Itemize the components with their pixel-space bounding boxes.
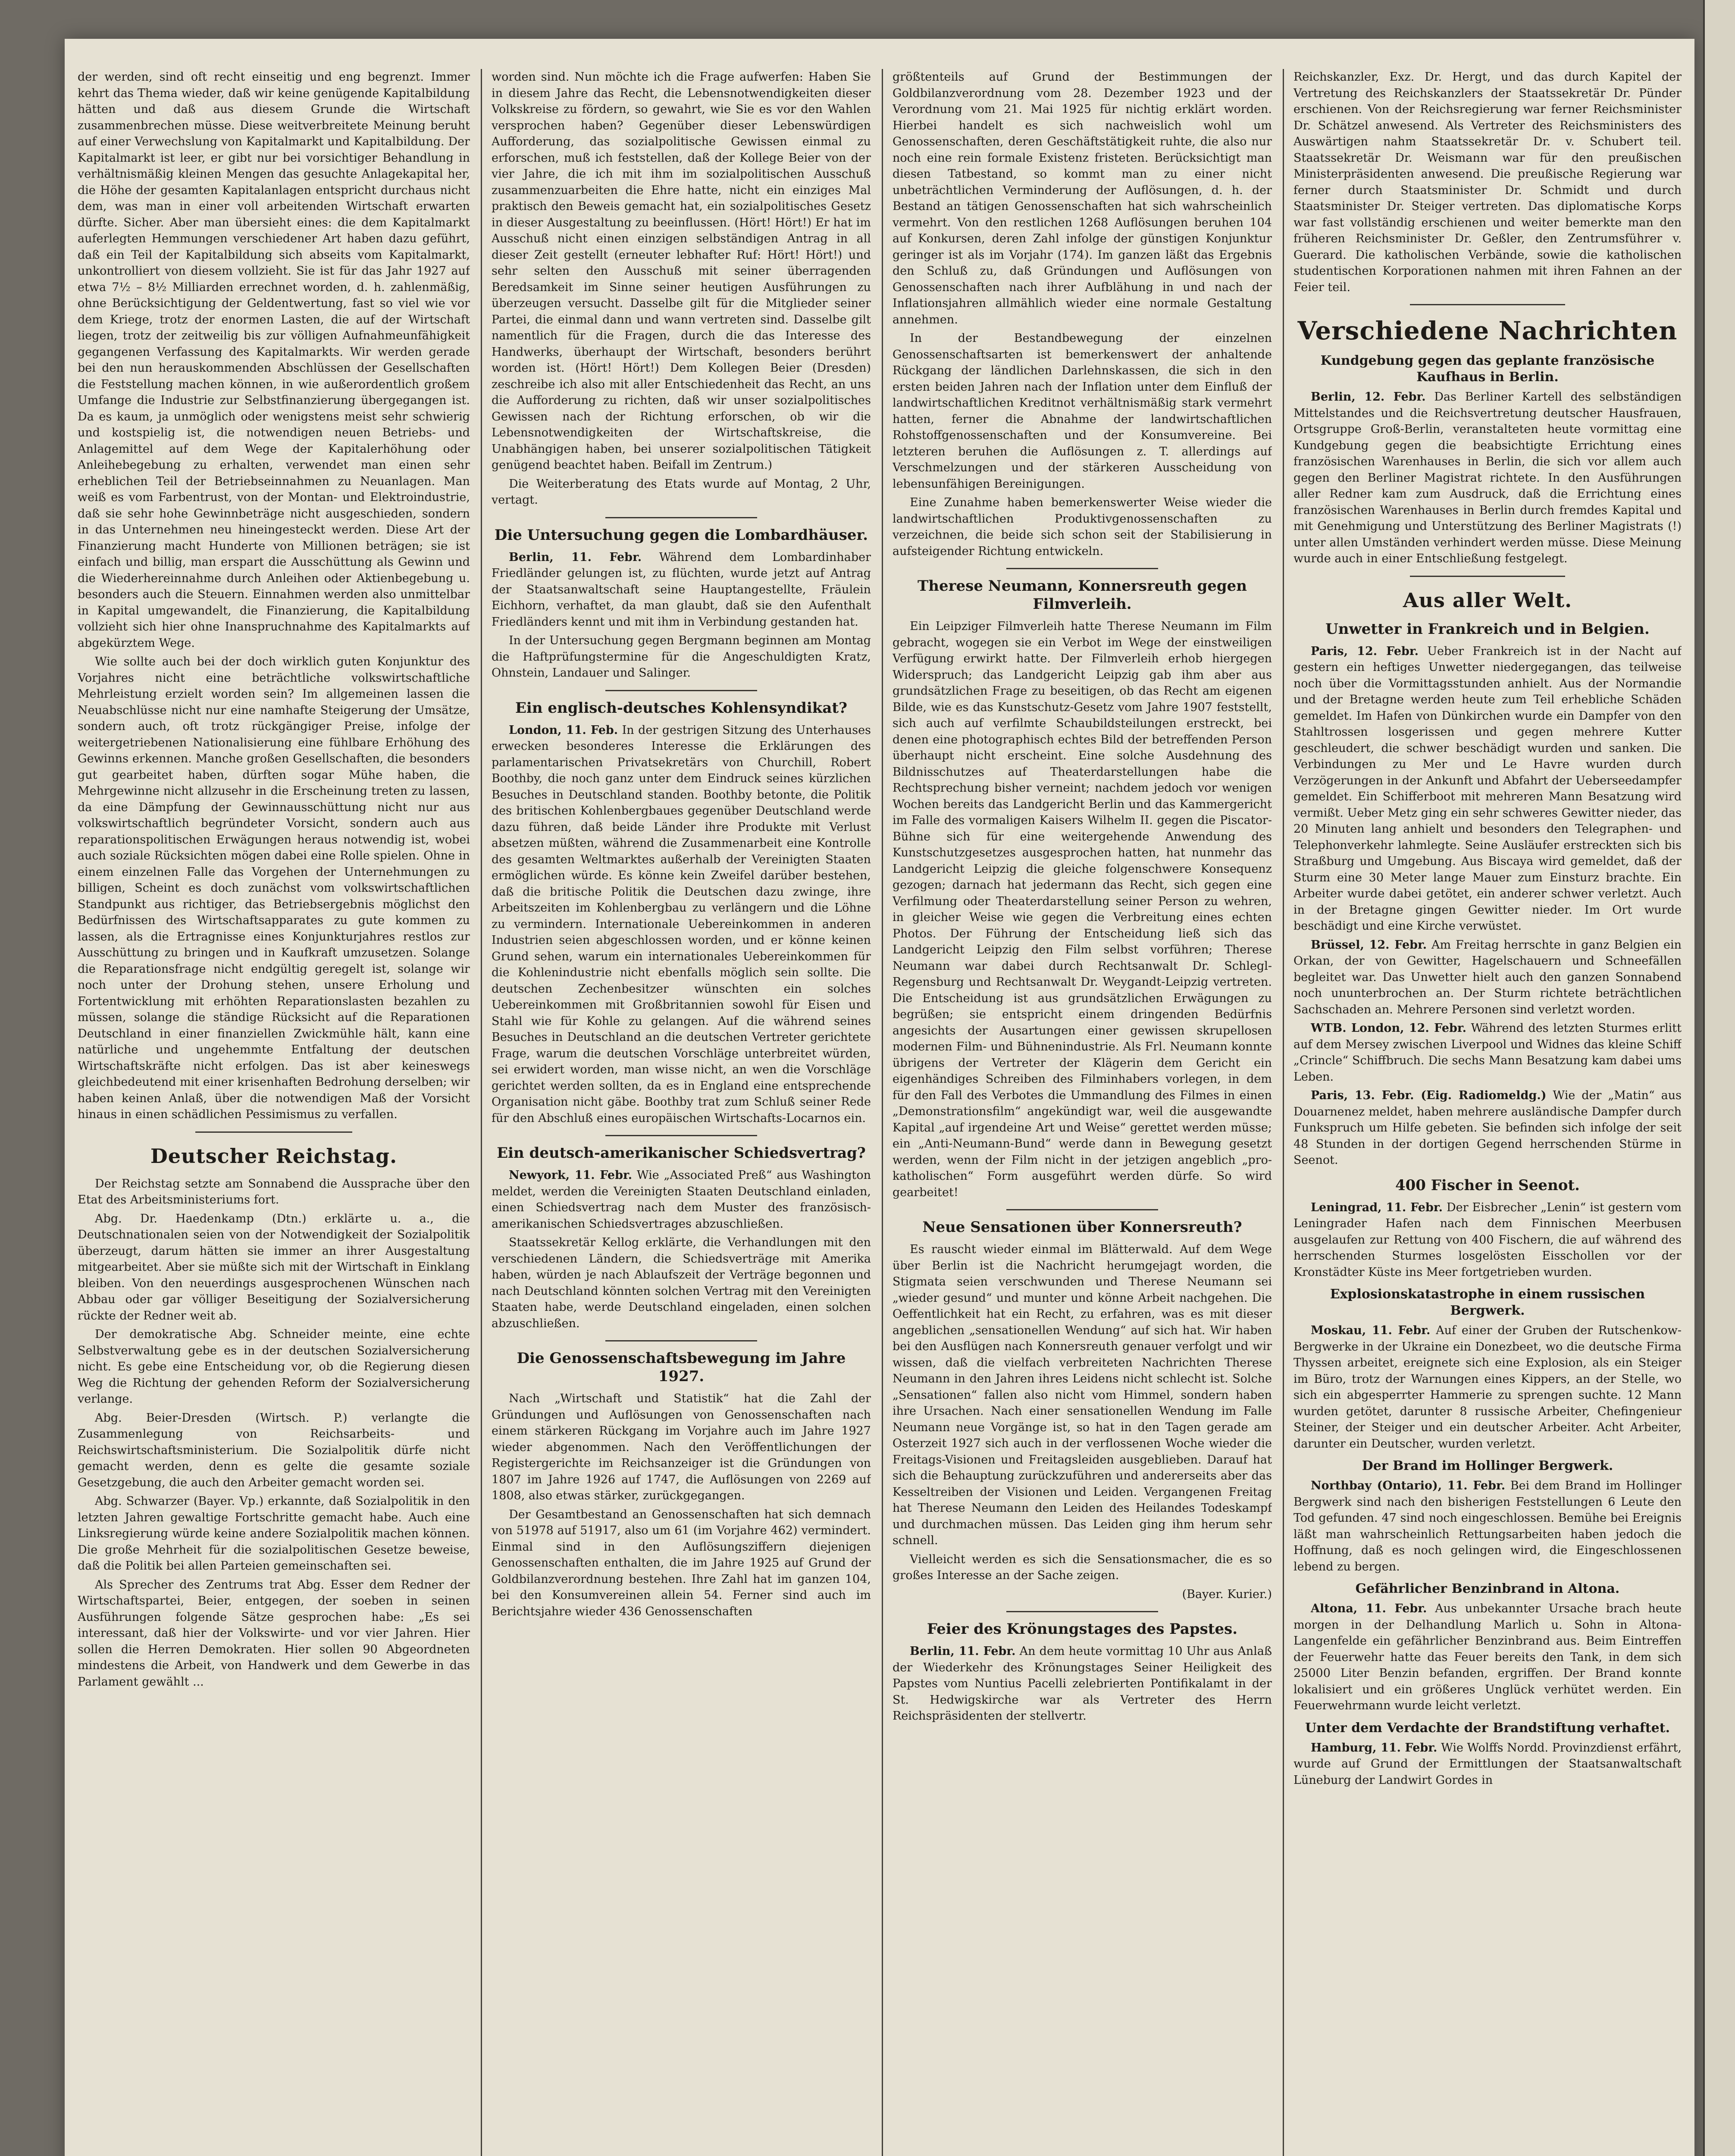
section-rule: [1410, 304, 1565, 305]
section-rule: [1006, 568, 1158, 569]
article-paragraph: In der Untersuchung gegen Bergmann beginnen am Montag die Haftprüfungstermine für die Angeschuldigten Kratz, Ohnstein, Landauer und Salinger.: [492, 634, 871, 680]
article-text: Während des letzten Sturmes erlitt auf dem Mersey zwischen Liverpool und Widnes das kleine Schiff „Crincle“ Schiffbruch. Die sechs Mann Besatzung kam dabei ums Leben.: [1293, 1022, 1682, 1084]
column-4-lead-text: Reichskanzler, Exz. Dr. Hergt, und das durch Kapitel der Vertretung des Reichskanzlers der Staatssekretär Dr. Pünder erschienen. Von der Reichsregierung war ferner Reichsminister Dr. Schätzel anwesend. Als Vertreter des Reichsministers des Auswärtigen nahm Staatssekretär Dr. v. Schubert teil. Staatssekretär Dr. Weismann war für den preußischen Ministerpräsidenten anwesend. Die preußische Regierung war ferner durch Staatsminister Dr. Schmidt und durch Staatsminister Dr. Steiger vertreten. Das diplomatische Korps war fast vollständig erschienen und weiter bemerkte man den früheren Reichsminister Dr. Geßler, den Zentrumsführer v. Guerard. Die katholischen Verbände, sowie die katholischen studentischen Korporationen nahmen mit ihren Fahnen an der Feier teil.: [1293, 70, 1682, 294]
article-paragraph: Eine Zunahme haben bemerkenswerter Weise wieder die landwirtschaftlichen Produktivgenossenschaften zu verzeichnen, die beide sich schon seit der Stabilisierung in aufsteigender Richtung entwickeln.: [893, 496, 1272, 558]
dateline: Hamburg, 11. Febr.: [1311, 1741, 1437, 1755]
dateline: Paris, 13. Febr. (Eig. Radiomeldg.): [1311, 1089, 1547, 1102]
reichstag-headline: Deutscher Reichstag.: [150, 1144, 398, 1168]
dateline: Paris, 12. Febr.: [1311, 644, 1419, 658]
article-text: Aus unbekannter Ursache brach heute morgen in der Delhandlung Marlich u. Sohn in Altona-Langenfelde ein gefährlicher Benzinbrand aus. Beim Eintreffen der Feuerwehr hatte das Feuer bereits den Tank, in dem sich 25000 Liter Benzin befanden, ergriffen. Der Brand konnte lokalisiert und ein größeres Unglück verhütet werden. Ein Feuerwehrmann wurde leicht verletzt.: [1293, 1602, 1682, 1712]
article-text: Bei dem Brand im Hollinger Bergwerk sind nach den bisherigen Feststellungen 6 Leute den Tod gefunden. 47 sind noch eingeschlossen. Bemühe bei Ereignis läßt man wahrscheinlich Rettungsarbeiten haben jedoch die Hoffnung, daß es noch gelingen wird, die Eingeschlossenen lebend zu bergen.: [1293, 1479, 1682, 1573]
kaufhaus-headline: Kundgebung gegen das geplante französische Kaufhaus in Berlin.: [1320, 353, 1655, 385]
lombard-headline: Die Untersuchung gegen die Lombardhäuser.: [494, 526, 868, 544]
article-paragraph: Abg. Schwarzer (Bayer. Vp.) erkannte, daß Sozialpolitik in den letzten Jahren gewaltige Fortschritte gemacht habe. Auch eine Linksregierung würde keine andere Sozialpolitik machen können. Die große Mehrheit für die sozialpolitischen Gesetze beweise, daß die Politik bei allen Parteien gemeinschaften sei.: [78, 1495, 470, 1573]
column-1: [78, 69, 470, 2156]
article-paragraph: Es rauscht wieder einmal im Blätterwald. Auf dem Wege über Berlin ist die Nachricht herumgejagt worden, die Stigmata seien verschwunden und Therese Neumann sei „wieder gesund“ und munter und könne Arbeit nachgehen. Die Oeffentlichkeit hat ein Recht, zu erfahren, was es mit dieser angeblichen „sensationellen Wendung“ auf sich hat. Wir haben bei den Ausflügen nach Konnersreuth genauer verfolgt und wir wissen, daß die vielfach verbreiteten Nachrichten Therese Neumann in den Jahren ihres Leidens nicht schlecht ist. Solche „Sensationen“ fallen also nicht vom Himmel, sondern haben ihre Ursachen. Nach einer sensationellen Wendung im Falle Neumann neue Vorgänge ist, so hat in den Tagen gerade am Osterzeit 1927 sich auch in der verflossenen Woche wieder die Freitags-Visionen und Freitagsleiden ausgeblieben. Darauf hat sich die Behauptung zurückzuführen und andererseits aber das Kesseltreiben der Visionen und Leiden. Vergangenen Freitag hat Therese Neumann den Leiden des Heilandes Todeskampf und durchmachen müssen. Das Leiden ging ihm herum sehr schnell.: [893, 1243, 1272, 1547]
dateline: Berlin, 11. Febr.: [910, 1645, 1016, 1658]
article-text: Wie Wolffs Nordd. Provinzdienst erfährt, wurde auf Grund der Ermittlungen der Staatsanwaltschaft Lüneburg der Landwirt Gordes in: [1293, 1741, 1682, 1787]
article-paragraph: Der Gesamtbestand an Genossenschaften hat sich demnach von 51978 auf 51917, also um 61 (im Vorjahre 462) vermindert. Einmal sind in den Auflösungsziffern diejenigen Genossenschaften enthalten, die im Jahre 1925 auf Grund der Goldbilanzverordnung bestehen. Ihre Zahl hat im ganzen 104, bei den Konsumvereinen allein 54. Ferner sind auch im Berichtsjahre wieder 436 Genossenschaften: [492, 1507, 871, 1618]
dateline: Northbay (Ontario), 11. Febr.: [1311, 1479, 1506, 1492]
article-text: Am Freitag herrschte in ganz Belgien ein Orkan, der von Gewitter, Hagelschauern und Schneefällen begleitet war. Das Unwetter hielt auch den ganzen Sonnabend noch ununterbrochen an. Der Sturm richtete beträchtlichen Sachschaden an. Mehrere Personen sind verletzt worden.: [1293, 938, 1682, 1016]
section-rule: [1410, 576, 1565, 577]
neumann-headline: Therese Neumann, Konnersreuth gegen Filmverleih.: [917, 577, 1247, 613]
altona-headline: Gefährlicher Benzinbrand in Altona.: [1355, 1581, 1620, 1596]
nachrichten-headline: Verschiedene Nachrichten: [1297, 316, 1678, 345]
page-edge: [1703, 0, 1735, 2156]
article-text: Ueber Frankreich ist in der Nacht auf gestern ein heftiges Unwetter niedergegangen, das teilweise noch über die Vormittagsstunden anhielt. Aus der Normandie und der Bretagne werden heute zum Teil erhebliche Schäden gemeldet. Im Hafen von Dünkirchen wurde ein Dampfer von den Stahltrossen losgerissen und gegen mehrere Kutter geschleudert, die schwer beschädigt wurden und sanken. Die Verbindungen zu Mer und Le Havre wurden durch Verzögerungen in der Ankunft und Abfahrt der Ueberseedampfer gemeldet. Ein Schifferboot mit mehreren Mann Besatzung wird vermißt. Ueber Metz ging ein sehr schweres Gewitter nieder, das 20 Minuten lang anhielt und besonders den Telegraphen- und Telephonverkehr lahmlegte. Seine Ausläufer erstreckten sich bis Straßburg und Umgebung. Aus Biscaya wird gemeldet, daß der Sturm eine 30 Meter lange Mauer zum Einsturz brachte. Ein Arbeiter wurde dabei getötet, ein anderer schwer verletzt. Auch in der Bretagne gingen Gewitter nieder. Im Ort wurde beschädigt und eine Kirche verwüstet.: [1293, 644, 1682, 933]
article-paragraph: Nach „Wirtschaft und Statistik“ hat die Zahl der Gründungen und Auflösungen von Genossenschaften nach einem stärkeren Rückgang im Vorjahre auch im Jahre 1927 wieder abgenommen. Nach den Veröffentlichungen der Registergerichte im Reichsanzeiger ist die Gründungen von 1807 im Jahre 1926 auf 1747, die Auflösungen von 2269 auf 1808, also etwas stärker, zurückgegangen.: [492, 1392, 871, 1502]
article-paragraph: Der Reichstag setzte am Sonnabend die Aussprache über den Etat des Arbeitsministeriums fort.: [78, 1177, 470, 1206]
column-divider: [882, 69, 883, 2156]
article-text: An dem heute vormittag 10 Uhr aus Anlaß der Wiederkehr des Krönungstages Seiner Heiligkeit des Papstes vom Nuntius Pacelli zelebrierten Pontifikalamt in der St. Hedwigskirche war als Vertreter des Herrn Reichspräsidenten der stellvertr.: [893, 1645, 1272, 1723]
section-rule: [1006, 1209, 1158, 1210]
article-text: Der Eisbrecher „Lenin“ ist gestern vom Leningrader Hafen nach dem Finnischen Meerbusen ausgelaufen zur Rettung von 400 Fischern, die auf während des herrschenden Sturmes losgelösten Eisschollen vor der Kronstädter Küste ins Meer fortgetrieben wurden.: [1293, 1200, 1682, 1279]
welt-headline: Aus aller Welt.: [1403, 588, 1572, 612]
article-paragraph: Die Weiterberatung des Etats wurde auf Montag, 2 Uhr, vertagt.: [492, 477, 871, 507]
column-2-lead-text: worden sind. Nun möchte ich die Frage aufwerfen: Haben Sie in diesem Jahre das Recht, die Lebensnotwendigkeiten dieser Volkskreise zu fördern, so gewahrt, wie Sie es vor den Wahlen versprochen haben? Gegenüber dieser Lebenswürdigen Aufforderung, das sozialpolitische Gewissen einmal zu erforschen, muß ich feststellen, daß der Kollege Beier von der vier Jahre, die ich mit ihm im sozialpolitischen Ausschuß zusammenzuarbeiten die Ehre hatte, nicht ein einziges Mal praktisch den Beweis gemacht hat, ein sozialpolitisches Gesetz in dieser Ausgestaltung zu beeinflussen. (Hört! Hört!) Er hat im Ausschuß nicht einen einzigen selbständigen Antrag in all dieser Zeit gestellt (erneuter lebhafter Ruf: Hört! Hört!) und sehr selten den Ausschuß mit seiner überragenden Beredsamkeit im Sinne seiner heutigen Ausführungen zu überzeugen versucht. Dasselbe gilt für die Mitglieder seiner Partei, die einmal dann und wann vertreten sind. Dasselbe gilt namentlich für die Fragen, durch die das Interesse des Handwerks, überhaupt der Wirtschaft, besonders berührt worden ist. (Hört! Hört!) Dem Kollegen Beier (Dresden) zeschreibe ich also mit aller Entschiedenheit das Recht, an uns die Aufforderung zu richten, daß wir unser sozialpolitisches Gewissen nach der Richtung erforschen, ob wir die Lebensnotwendigkeiten der Wirtschaftskreise, die Unabhängigen haben, bei unserer sozialpolitischen Tätigkeit genügend beachtet haben. Beifall im Zentrum.): [492, 70, 871, 472]
column-3: [893, 69, 1272, 2156]
fischer-headline: 400 Fischer in Seenot.: [1395, 1176, 1580, 1194]
dateline: Newyork, 11. Febr.: [509, 1169, 633, 1182]
brand-headline: Unter dem Verdachte der Brandstiftung verhaftet.: [1305, 1720, 1670, 1736]
schieds-headline: Ein deutsch-amerikanischer Schiedsvertrag?: [497, 1144, 866, 1162]
article-text: Wie der „Matin“ aus Douarnenez meldet, haben mehrere ausländische Dampfer durch Funkspruch um Hilfe gebeten. Sie befinden sich infolge der seit 48 Stunden in der dortigen Gegend herrschenden Stürme in Seenot.: [1293, 1089, 1682, 1167]
article-paragraph: Wie sollte auch bei der doch wirklich guten Konjunktur des Vorjahres nicht eine beträchtliche volkswirtschaftliche Mehrleistung erzielt worden sein? Im allgemeinen lassen die Neuabschlüsse nicht nur eine namhafte Steigerung der Umsätze, sondern auch, oft trotz rückgängiger Preise, infolge der weitergetriebenen Nationalisierung eine fühlbare Erhöhung des Gewinns erkennen. Manche großen Gesellschaften, die besonders gut gearbeitet haben, dürften sogar Mühe haben, die Mehrgewinne nicht allzusehr in die Erscheinung treten zu lassen, da eine Dämpfung der Gewinnausschüttung nicht nur aus volkswirtschaftlich begründeter Vorsicht, sondern auch aus reparationspolitischen Erwägungen heraus notwendig ist, wobei auch soziale Rücksichten mögen dabei eine Rolle spielen. Ohne in einem einzelnen Falle das Vorgehen der Unternehmungen zu billigen, Scheint es doch zunächst vom volkswirtschaftlichen Standpunkt aus richtiger, das Betriebsergebnis möglichst den Bedürfnissen des Wirtschaftsapparates zu gute kommen zu lassen, als die Ertragnisse eines Konjunkturjahres restlos zur Ausschüttung zu bringen und in Kaufkraft umzusetzen. Solange die Reparationsfrage nicht endgültig geregelt ist, solange wir noch unter der Drohung stehen, unsere Erholung und Fortentwicklung mit erhöhten Reparationslasten bezahlen zu müssen, solange die ständige Rücksicht auf die Reparationen Deutschland in einer finanziellen Zwickmühle hält, kann eine natürliche und ungehemmte Entfaltung der deutschen Wirtschaftskräfte nicht erfolgen. Das ist aber keineswegs gleichbedeutend mit einer krisenhaften Bedrohung derselben; wir haben keinen Anlaß, über die notwendigen Maß der Vorsicht hinaus in einen schädlichen Pessimismus zu verfallen.: [78, 655, 470, 1121]
hollinger-headline: Der Brand im Hollinger Bergwerk.: [1362, 1458, 1613, 1473]
sensation-headline: Neue Sensationen über Konnersreuth?: [922, 1219, 1242, 1236]
column-4: [1293, 69, 1682, 2156]
unwetter-headline: Unwetter in Frankreich und in Belgien.: [1325, 620, 1650, 638]
dateline: WTB. London, 12. Febr.: [1311, 1022, 1467, 1035]
column-3-lead-text: größtenteils auf Grund der Bestimmungen der Goldbilanzverordnung vom 28. Dezember 1923 und der Verordnung vom 21. Mai 1925 für nichtig erklärt worden. Hierbei handelt es sich nachweislich wohl um Genossenschaften, deren Geschäftstätigkeit ruhte, die also nur noch eine rein formale Existenz fristeten. Berücksichtigt man diesen Tatbestand, so kommt man zu einer nicht unbeträchtlichen Verminderung der Auflösungen, d. h. der Bestand an tätigen Genossenschaften hat sich wahrscheinlich vermehrt. Von den restlichen 1268 Auflösungen beruhen 104 auf Konkursen, deren Zahl infolge der günstigen Konjunktur geringer ist als im Vorjahr (174). Im ganzen läßt das Ergebnis den Schluß zu, daß Gründungen und Auflösungen von Genossenschaften nach ihrer Aufblähung in und nach der Inflationsjahren allmählich wieder eine normale Gestaltung annehmen.: [893, 70, 1272, 326]
explosion-headline: Explosionskatastrophe in einem russischen Bergwerk.: [1330, 1287, 1645, 1318]
article-text: Das Berliner Kartell des selbständigen Mittelstandes und die Reichsvertretung deutscher Hausfrauen, Ortsgruppe Groß-Berlin, veranstalteten heute vormittag eine Kundgebung gegen die beabsichtigte Errichtung eines französischen Warenhauses in Berlin, die sich vor allem auch gegen den Berliner Magistrat richtete. In den Ausführungen aller Redner kam zum Ausdruck, daß die Errichtung eines französischen Warenhauses in Berlin durch fremdes Kapital und mit Genehmigung und Unterstützung des Berliner Magistrats (!) unter allen Umständen verhindert werden müsse. Diese Meinung wurde auch in einer Entschließung festgelegt.: [1293, 390, 1682, 565]
kroenung-headline: Feier des Krönungstages des Papstes.: [927, 1620, 1238, 1638]
dateline: Altona, 11. Febr.: [1311, 1602, 1427, 1615]
article-text: Auf einer der Gruben der Rutschenkow-Bergwerke in der Ukraine ein Donezbeet, wo die deutsche Firma Thyssen arbeitet, ereignete sich eine Explosion, als ein Steiger im Büro, trotz der Warnungen eines Kippers, an der Stelle, wo sich ein abgesperrter Hammerie zu sprengen suchte. 12 Mann wurden getötet, darunter 8 russische Arbeiter, Chefingenieur Steiner, der Steiger und ein deutscher Arbeiter. Acht Arbeiter, darunter ein Deutscher, wurden verletzt.: [1293, 1324, 1682, 1451]
article-paragraph: Ein Leipziger Filmverleih hatte Therese Neumann im Film gebracht, wogegen sie ein Verbot im Wege der einstweiligen Verfügung erwirkt hatte. Der Filmverleih erhob hiergegen Widerspruch; das Landgericht Leipzig gab ihm aber aus grundsätzlichen Frage zu beseitigen, ob das Recht am eigenen Bilde, wie es das Kunstschutz-Gesetz vom Jahre 1907 feststellt, sich auch auf verfilmte Schaubildsteilungen erstreckt, bei denen eine photographisch echtes Bild der betreffenden Person überhaupt nicht erscheint. Eine solche Ausdehnung des Bildnisschutzes auf Theaterdarstellungen habe die Rechtsprechung bisher verneint; nachdem jedoch vor wenigen Wochen bereits das Landgericht Berlin und das Kammergericht im Falle des vormaligen Kaisers Wilhelm II. gegen die Piscator-Bühne sich für eine weitergehende Anwendung des Kunstschutzgesetzes ausgesprochen hatten, hat nunmehr das Landgericht Leipzig die gleiche folgenschwere Konsequenz gezogen; darnach hat jedermann das Recht, sich gegen eine Verfilmung oder Theaterdarstellung seiner Person zu wehren, in gleicher Weise wie gegen die Verbreitung eines echten Photos. Der Führung der Entscheidung ließ sich das Landgericht Leipzig den Film selbst vorführen; Therese Neumann war dabei durch Rechtsanwalt Dr. Schlegl-Regensburg und Rechtsanwalt Dr. Weygandt-Leipzig vertreten. Die Entscheidung ist aus grundsätzlichen Erwägungen zu begrüßen; sie entspricht einem dringenden Bedürfnis angesichts der Ausartungen einer gewissen skrupellosen modernen Film- und Bühnenindustrie. Als Frl. Neumann konnte übrigens der Vertreter der Klägerin dem Gericht ein eigenhändiges Schreiben des Filminhabers vorlegen, in dem für den Fall des Verbotes die Ummandlung des Filmes in einen „Demonstrationsfilm“ angekündigt war, weil die ausgewandte Kapital „auf irgendeine Art und Weise“ gerettet werden müsse; ein „Anti-Neumann-Bund“ werde dann in Bewegung gesetzt werden, wenn der Film nicht in der jetzigen angeblich „pro-katholischen“ Form ausgeführt werden dürfe. So wird gearbeitet!: [893, 620, 1272, 1199]
article-paragraph: Abg. Dr. Haedenkamp (Dtn.) erklärte u. a., die Deutschnationalen seien von der Notwendigkeit der Sozialpolitik überzeugt, darum hätten sie immer an ihrer Ausgestaltung mitgearbeitet. Aber sie müßte sich mit der Wirtschaft in Einklang bleiben. Von den neuerdings ausgesprochenen Wünschen nach Abbau oder gar völliger Beseitigung der Sozialversicherung rückte der Redner weit ab.: [78, 1212, 470, 1322]
section-rule: [605, 1135, 757, 1136]
kohle-headline: Ein englisch-deutsches Kohlensyndikat?: [515, 699, 847, 717]
dateline: Moskau, 11. Febr.: [1311, 1324, 1431, 1337]
article-text: Wie „Associated Preß“ aus Washington meldet, werden die Vereinigten Staaten Deutschland einladen, einen Schiedsvertrag nach dem Muster des französisch-amerikanischen Schiedsvertrages abzuschließen.: [492, 1169, 871, 1231]
genossen-headline: Die Genossenschaftsbewegung im Jahre 1927.: [517, 1350, 846, 1385]
article-paragraph: In der Bestandbewegung der einzelnen Genossenschaftsarten ist bemerkenswert der anhaltende Rückgang der ländlichen Darlehnskassen, die sich in den ersten beiden Jahren nach der Inflation unter dem Einfluß der landwirtschaftlichen Kreditnot verhältnismäßig stark vermehrt hatten, ferner die Abnahme der landwirtschaftlichen Rohstoffgenossenschaften und der Konsumvereine. Bei letzteren beruhen die Auflösungen z. T. allerdings auf Verschmelzungen und der stärkeren Ausscheidung von lebensunfähigen Bereinigungen.: [893, 332, 1272, 491]
newspaper-page: [65, 39, 1694, 2156]
column-2: [492, 69, 871, 2156]
dateline: Brüssel, 12. Febr.: [1311, 938, 1427, 952]
article-paragraph: Der demokratische Abg. Schneider meinte, eine echte Selbstverwaltung gebe es in der deutschen Sozialversicherung nicht. Es gebe eine Entscheidung vor, ob die Regierung diesen Weg die Richtung der gehenden Reform der Sozialversicherung verlange.: [78, 1328, 470, 1406]
article-text: In der gestrigen Sitzung des Unterhauses erwecken besonderes Interesse die Erklärungen des parlamentarischen Privatsekretärs von Churchill, Robert Boothby, die noch ganz unter dem Eindruck seines kürzlichen Besuches in Deutschland standen. Boothby betonte, die Politik des britischen Kohlenbergbaues gegenüber Deutschland werde dazu führen, daß beide Länder ihre Produkte mit Verlust absetzen müßten, während die Zusammenarbeit eine Kontrolle des gesamten Weltmarktes außerhalb der Vereinigten Staaten ermöglichen würde. Es könne kein Zweifel darüber bestehen, daß die britische Politik die Deutschen dazu zwinge, ihre Arbeitszeiten im Kohlenbergbau zu verlängern und die Löhne zu vermindern. Internationale Uebereinkommen in anderen Industrien seien abgeschlossen worden, und er könne keinen Grund sehen, warum ein internationales Uebereinkommen für die Kohlenindustrie nicht ebenfalls möglich sein sollte. Die deutschen Zechenbesitzer wünschten ein solches Uebereinkommen mit Großbritannien sowohl für Eisen und Stahl wie für Kohle zu gelangen. Auf die während seines Besuches in Deutschland an die deutschen Vertreter gerichtete Frage, warum die deutschen Vorschläge unterbreitet würden, sei erwidert worden, man wisse nicht, an wen die Vorschläge gerichtet werden sollten, da es in England eine entsprechende Organisation nicht gäbe. Boothby trat zum Schluß seiner Rede für den Abschluß eines europäischen Wirtschafts-Locarnos ein.: [492, 723, 871, 1125]
dateline: London, 11. Feb.: [509, 723, 618, 737]
section-rule: [605, 690, 757, 691]
article-paragraph: Abg. Beier-Dresden (Wirtsch. P.) verlangte die Zusammenlegung von Reichsarbeits- und Reichswirtschaftsministerium. Die Sozialpolitik dürfe nicht gemacht werden, denn es gelte die gesamte soziale Gesetzgebung, die auch den Arbeiter gemacht worden sei.: [78, 1411, 470, 1489]
article-paragraph: Als Sprecher des Zentrums trat Abg. Esser dem Redner der Wirtschaftspartei, Beier, entgegen, der soeben in seinen Ausführungen folgende Sätze gesprochen habe: „Es sei interessant, daß hier der Volkswirte- und vor vier Jahren. Hier sollen die Herren Demokraten. Hier sollen 90 Abgeordneten mindestens die Arbeit, von Handwerk und dem Gewerbe in das Parlament gewählt ...: [78, 1578, 470, 1689]
dateline: Leningrad, 11. Febr.: [1311, 1200, 1443, 1214]
column-1-lead-text: der werden, sind oft recht einseitig und eng begrenzt. Immer kehrt das Thema wieder, daß wir keine genügende Kapitalbildung hätten und daß aus diesem Grunde die Wirtschaft zusammenbrechen müsse. Diese weitverbreitete Meinung beruht auf einer Verwechslung von Kapitalmarkt und Kapitalbildung. Der Kapitalmarkt ist leer, er gibt nur bei vorsichtiger Behandlung in verhältnismäßig kleinen Mengen das gesuchte Anlagekapital her, die Höhe der gesamten Kapitalanlagen entspricht durchaus nicht dem, was man in einer voll arbeitenden Wirtschaft erwarten dürfte. Sicher. Aber man übersieht eines: die dem Kapitalmarkt auferlegten Hemmungen verschiedener Art haben dazu geführt, daß ein Teil der Kapitalbildung sich abseits vom Kapitalmarkt, unkontrolliert von diesem vollzieht. Sie ist für das Jahr 1927 auf etwa 7½ – 8½ Milliarden errechnet worden, d. h. zahlenmäßig, ohne Berücksichtigung der Geldentwertung, fast so viel wie vor dem Kriege, trotz der enormen Lasten, die auf der Wirtschaft liegen, trotz der zeitweilig bis zur völligen Aufnahmeunfähigkeit gegangenen Verfassung des Kapitalmarkts. Wir werden gerade bei den nun herauskommenden Abschlüssen der Gesellschaften die Feststellung machen können, in wie außerordentlich großem Umfange die Industrie zur Selbstfinanzierung übergegangen ist. Da es kaum, ja unmöglich oder wenigstens meist sehr schwierig und kostspielig ist, die notwendigen neuen Betriebs- und Anlagemittel auf dem Wege der Kapitalerhöhung oder Anleihebegebung zu erhalten, verwendet man einen sehr erheblichen Teil der Betriebseinnahmen zu Neuanlagen. Man weiß es vom Farbentrust, von der Montan- und Elektroindustrie, daß sie sehr hohe Gewinnbeträge nicht ausgeschieden, sondern in das Unternehmen neu hineingesteckt werden. Diese Art der Finanzierung macht Hunderte von Millionen beträgen; sie ist einfach und billig, man erspart die Ausschüttung als Gewinn und die Wiederhereinnahme durch Anleihen oder Aktienbegebung u. besonders auch die Steuern. Einnahmen werden also unmittelbar in Kapital umgewandelt, die Finanzierung, die Kapitalbildung vollzieht sich hier ohne Inanspruchnahme des Kapitalmarkts auf abgekürztem Wege.: [78, 70, 470, 650]
column-divider: [1283, 69, 1284, 2156]
section-rule: [605, 517, 757, 518]
dateline: Berlin, 12. Febr.: [1311, 390, 1426, 404]
column-divider: [481, 69, 482, 2156]
section-rule: [1006, 1611, 1158, 1612]
article-paragraph: Vielleicht werden es sich die Sensationsmacher, die es so großes Interesse an der Sache zeigen.: [893, 1552, 1272, 1582]
article-paragraph: Staatssekretär Kellog erklärte, die Verhandlungen mit den verschiedenen Ländern, die Schiedsverträge mit Amerika haben, würden je nach Ablaufszeit der Verträge begonnen und nach Deutschland könnten solchen Vertrag mit den Vereinigten Staaten habe, werde Deutschland eingeladen, einen solchen abzuschließen.: [492, 1236, 871, 1330]
article-text: Während dem Lombardinhaber Friedländer gelungen ist, zu flüchten, wurde jetzt auf Antrag der Staatsanwaltschaft seine Hauptangestellte, Fräulein Eichhorn, verhaftet, da man glaubt, daß sie den Aufenthalt Friedländers kennt und mit ihm in Verbindung gestanden hat.: [492, 550, 871, 629]
source-credit: (Bayer. Kurier.): [1182, 1587, 1272, 1601]
dateline: Berlin, 11. Febr.: [509, 550, 642, 564]
section-rule: [195, 1131, 352, 1133]
section-rule: [605, 1340, 757, 1341]
